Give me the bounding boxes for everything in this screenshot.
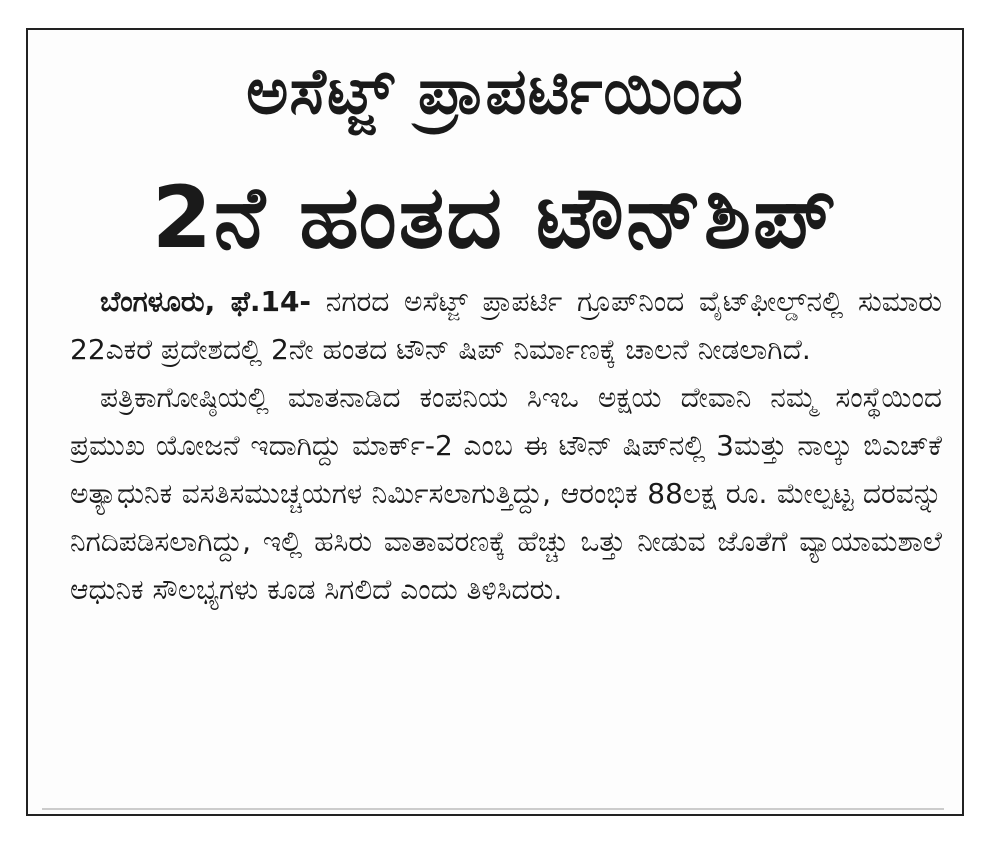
paragraph-1-text: ನಗರದ ಅಸೆಟ್ಜ್ ಪ್ರಾಪರ್ಟಿ ಗ್ರೂಪ್‌ನಿಂದ ವೈಟ್‌ಫೀಲ್ಡ್‌ನಲ್ಲಿ ಸುಮಾರು 22ಎಕರೆ ಪ್ರದೇಶದಲ್ಲಿ 2ನೇ ಹಂತದ ಟೌನ್ ಷಿಪ್ ನಿರ್ಮಾಣಕ್ಕೆ ಚಾಲನೆ ನೀಡಲಾಗಿದೆ. [70,285,942,366]
headline-line-1: ಅಸೆಟ್ಜ್ ಪ್ರಾಪರ್ಟಿಯಿಂದ [246,55,744,129]
article-body [70,278,942,614]
headline-line-2: 2ನೆ ಹಂತದ ಟೌನ್‌ಶಿಪ್ [152,168,838,268]
article-paragraph-2: ಪತ್ರಿಕಾಗೋಷ್ಠಿಯಲ್ಲಿ ಮಾತನಾಡಿದ ಕಂಪನಿಯ ಸಿಇಒ ಅಕ್ಷಯ ದೇವಾನಿ ನಮ್ಮ ಸಂಸ್ಥೆಯಿಂದ ಪ್ರಮುಖ ಯೋಜನೆ ಇದಾಗಿದ್ದು ಮಾರ್ಕ್-2 ಎಂಬ ಈ ಟೌನ್ ಷಿಪ್‌ನಲ್ಲಿ 3ಮತ್ತು ನಾಲ್ಕು ಬಿಎಚ್‌ಕೆ ಅತ್ಯಾಧುನಿಕ ವಸತಿಸಮುಚ್ಚಯಗಳ ನಿರ್ಮಿಸಲಾಗುತ್ತಿದ್ದು, ಆರಂಭಿಕ 88ಲಕ್ಷ ರೂ. ಮೇಲ್ಪಟ್ಟ ದರವನ್ನು ನಿಗದಿಪಡಿಸಲಾಗಿದ್ದು, ಇಲ್ಲಿ ಹಸಿರು ವಾತಾವರಣಕ್ಕೆ ಹೆಚ್ಚು ಒತ್ತು ನೀಡುವ ಜೊತೆಗೆ ವ್ಯಾಯಾಮಶಾಲೆ ಆಧುನಿಕ ಸೌಲಭ್ಯಗಳು ಕೂಡ ಸಿಗಲಿದೆ ಎಂದು ತಿಳಿಸಿದರು. [70,381,942,606]
news-clipping [26,28,964,816]
article-paragraph-1 [70,278,942,374]
dateline: ಬೆಂಗಳೂರು, ಫೆ.14- [100,285,312,318]
bottom-divider [42,808,944,810]
